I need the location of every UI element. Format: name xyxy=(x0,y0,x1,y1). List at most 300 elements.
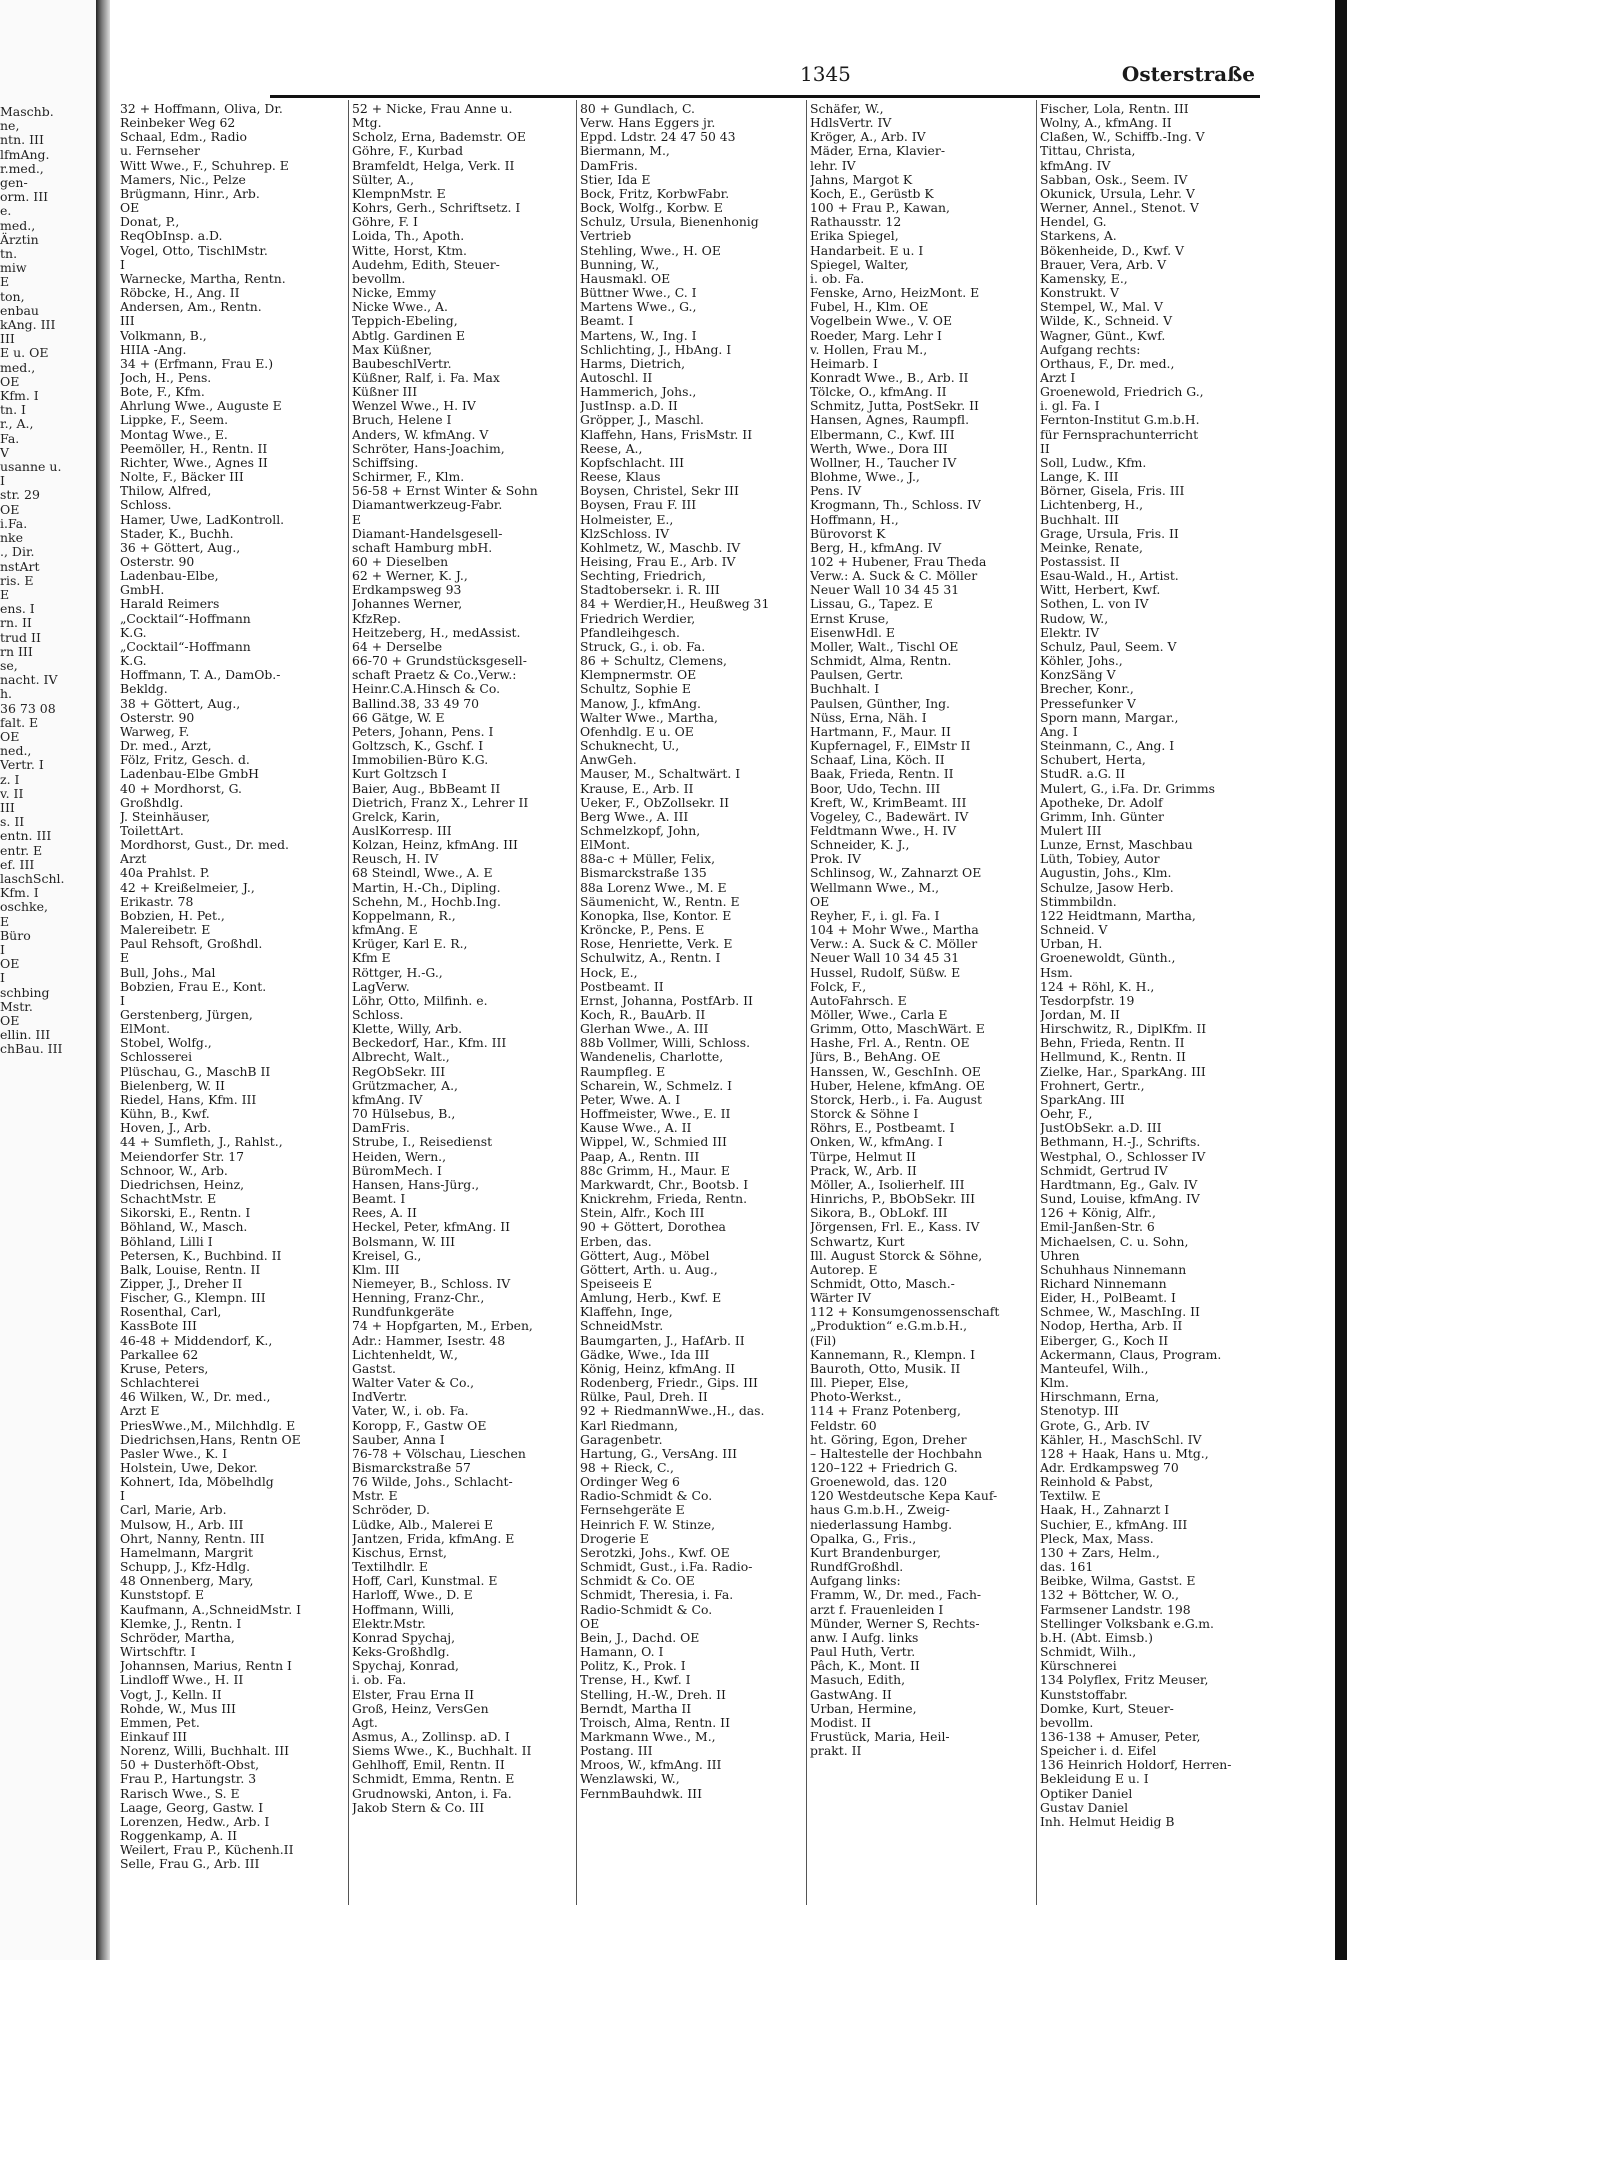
directory-entry: Bobzien, H. Pet., xyxy=(120,907,225,923)
directory-entry: Heimarb. I xyxy=(810,355,878,371)
facing-page-line: nacht. IV xyxy=(0,672,58,688)
directory-entry: Erben, das. xyxy=(580,1233,652,1249)
directory-entry: Aufgang rechts: xyxy=(1040,341,1141,357)
directory-entry: Pens. IV xyxy=(810,483,862,499)
directory-entry: Parkallee 62 xyxy=(120,1346,199,1362)
facing-page-line: med., xyxy=(0,217,36,233)
directory-entry: Anders, W. kfmAng. V xyxy=(352,426,489,442)
directory-entry: Kurt Goltzsch I xyxy=(352,766,447,782)
directory-entry: b.H. (Abt. Eimsb.) xyxy=(1040,1629,1153,1645)
directory-entry: 74 + Hopfgarten, M., Erben, xyxy=(352,1318,533,1334)
facing-page-line: ton, xyxy=(0,288,25,304)
header-rule xyxy=(270,95,1260,98)
directory-entry: Trense, H., Kwf. I xyxy=(580,1672,691,1688)
directory-entry: Rohde, W., Mus III xyxy=(120,1700,236,1716)
directory-entry: Böhland, W., Masch. xyxy=(120,1219,248,1235)
directory-entry: Kunststoffabr. xyxy=(1040,1686,1128,1702)
facing-page-line: Kfm. I xyxy=(0,885,39,901)
directory-entry: Arzt E xyxy=(120,1403,160,1419)
directory-entry: Eppd. Ldstr. 24 47 50 43 xyxy=(580,129,736,145)
directory-entry: Jahns, Margot K xyxy=(810,171,913,187)
directory-entry: Grimm, Otto, MaschWärt. E xyxy=(810,1021,985,1037)
directory-entry: Stelling, H.-W., Dreh. II xyxy=(580,1686,726,1702)
directory-column-5 xyxy=(1040,102,1266,1829)
directory-entry: Schirmer, F., Klm. xyxy=(352,469,465,485)
directory-entry: Stobel, Wolfg., xyxy=(120,1035,212,1051)
directory-entry: Arzt xyxy=(120,851,147,867)
directory-entry: Gröpper, J., Maschl. xyxy=(580,412,704,428)
directory-entry: Schmelzkopf, John, xyxy=(580,822,701,838)
directory-entry: 128 + Haak, Hans u. Mtg., xyxy=(1040,1445,1209,1461)
directory-entry: Klempnermstr. OE xyxy=(580,667,697,683)
directory-entry: Witt Wwe., F., Schuhrep. E xyxy=(120,157,289,173)
directory-entry: Sechting, Friedrich, xyxy=(580,568,706,584)
directory-entry: Laage, Georg, Gastw. I xyxy=(120,1799,264,1815)
directory-entry: Johannes Werner, xyxy=(352,596,463,612)
directory-entry: Peters, Johann, Pens. I xyxy=(352,723,494,739)
directory-entry: Raumpfleg. E xyxy=(580,1063,666,1079)
directory-entry: Groenewold, das. 120 xyxy=(810,1474,947,1490)
directory-entry: Warweg, F. xyxy=(120,723,190,739)
directory-entry: Wollner, H., Taucher IV xyxy=(810,454,957,470)
directory-entry: Schloss. xyxy=(120,497,172,513)
directory-entry: Schulz, Ursula, Bienenhonig xyxy=(580,214,759,230)
facing-page-line: tn. xyxy=(0,246,18,262)
directory-entry: Kreft, W., KrimBeamt. III xyxy=(810,794,967,810)
directory-entry: Goltzsch, K., Gschf. I xyxy=(352,738,484,754)
directory-entry: Göttert, Arth. u. Aug., xyxy=(580,1261,718,1277)
directory-entry: Wilde, K., Schneid. V xyxy=(1040,313,1173,329)
directory-entry: Rarisch Wwe., S. E xyxy=(120,1785,240,1801)
directory-entry: Kohlmetz, W., Maschb. IV xyxy=(580,539,741,555)
directory-entry: Büttner Wwe., C. I xyxy=(580,285,697,301)
directory-entry: Paul Rehsoft, Großhdl. xyxy=(120,936,263,952)
directory-column-1 xyxy=(120,102,346,1872)
directory-entry: König, Heinz, kfmAng. II xyxy=(580,1360,735,1376)
directory-entry: Apotheke, Dr. Adolf xyxy=(1040,794,1163,810)
directory-entry: Inh. Helmut Heidig B xyxy=(1040,1813,1175,1829)
directory-entry: Nicke Wwe., A. xyxy=(352,299,448,315)
directory-entry: 112 + Konsumgenossenschaft xyxy=(810,1304,1000,1320)
facing-page-line: Vertr. I xyxy=(0,757,44,773)
directory-entry: Hoffmeister, Wwe., E. II xyxy=(580,1106,731,1122)
directory-entry: Kruse, Peters, xyxy=(120,1360,209,1376)
directory-entry: Ahrlung Wwe., Auguste E xyxy=(120,398,282,414)
directory-entry: Witte, Horst, Ktm. xyxy=(352,242,467,258)
directory-entry: Mulert III xyxy=(1040,822,1102,838)
directory-entry: Albrecht, Walt., xyxy=(352,1049,450,1065)
directory-entry: Feldstr. 60 xyxy=(810,1417,877,1433)
directory-entry: Neuer Wall 10 34 45 31 xyxy=(810,950,960,966)
directory-entry: K.G. xyxy=(120,653,147,669)
directory-entry: Politz, K., Prok. I xyxy=(580,1658,686,1674)
directory-entry: Lichtenheldt, W., xyxy=(352,1346,458,1362)
directory-entry: Reinbeker Weg 62 xyxy=(120,115,236,131)
directory-entry: Harms, Dietrich, xyxy=(580,355,686,371)
directory-entry: Stimmbildn. xyxy=(1040,893,1117,909)
directory-entry: RundfGroßhdl. xyxy=(810,1559,904,1575)
facing-page-line: OE xyxy=(0,1013,20,1028)
directory-entry: Schmidt, Theresia, i. Fa. xyxy=(580,1587,734,1603)
directory-entry: Hsm. xyxy=(1040,964,1073,980)
directory-entry: Baumgarten, J., HafArb. II xyxy=(580,1332,745,1348)
directory-entry: Kopfschlacht. III xyxy=(580,454,684,470)
directory-entry: Hirschmann, Erna, xyxy=(1040,1389,1160,1405)
directory-entry: Schmidt, Gertrud IV xyxy=(1040,1162,1168,1178)
directory-entry: Grützmacher, A., xyxy=(352,1077,458,1093)
directory-column-3 xyxy=(580,102,806,1801)
directory-entry: Paulsen, Gertr. xyxy=(810,667,904,683)
directory-entry: Kaufmann, A.,SchneidMstr. I xyxy=(120,1601,301,1617)
directory-entry: Bolsmann, W. III xyxy=(352,1233,455,1249)
directory-entry: 56-58 + Ernst Winter & Sohn xyxy=(352,483,538,499)
directory-entry: Keks-Großhdlg. xyxy=(352,1644,450,1660)
directory-entry: Vogt, J., Kelln. II xyxy=(120,1686,222,1702)
directory-entry: 76-78 + Völschau, Lieschen xyxy=(352,1445,526,1461)
facing-page-line: laschSchl. xyxy=(0,870,65,886)
facing-page-line: miw xyxy=(0,260,27,276)
directory-entry: Wagner, Günt., Kwf. xyxy=(1040,327,1166,343)
directory-entry: Thilow, Alfred, xyxy=(120,483,212,499)
directory-entry: Blohme, Wwe., J., xyxy=(810,469,920,485)
directory-entry: – Haltestelle der Hochbahn xyxy=(810,1445,983,1461)
directory-entry: Wirtschftr. I xyxy=(120,1644,196,1660)
column-rule xyxy=(1036,100,1037,1905)
directory-entry: Schlinsog, W., Zahnarzt OE xyxy=(810,865,982,881)
directory-entry: Grote, G., Arb. IV xyxy=(1040,1417,1150,1433)
directory-entry: Ernst Kruse, xyxy=(810,610,890,626)
directory-entry: Rülke, Paul, Dreh. II xyxy=(580,1389,708,1405)
directory-entry: Schulze, Jasow Herb. xyxy=(1040,879,1174,895)
directory-entry: Stein, Alfr., Koch III xyxy=(580,1205,705,1221)
directory-entry: SchachtMstr. E xyxy=(120,1191,217,1207)
directory-entry: Bismarckstraße 135 xyxy=(580,865,707,881)
directory-entry: Beamt. I xyxy=(580,313,634,329)
facing-page-line: enbau xyxy=(0,302,39,318)
directory-entry: HIIA -Ang. xyxy=(120,341,187,357)
directory-entry: Bekleidung E u. I xyxy=(1040,1771,1149,1787)
directory-entry: Klm. xyxy=(1040,1375,1069,1391)
directory-entry: Richter, Wwe., Agnes II xyxy=(120,454,268,470)
directory-entry: Frustück, Maria, Heil- xyxy=(810,1728,950,1744)
directory-entry: Textilw. E xyxy=(1040,1488,1101,1504)
directory-entry: Eiberger, G., Koch II xyxy=(1040,1332,1169,1348)
directory-entry: Tittau, Christa, xyxy=(1040,143,1136,159)
directory-entry: 32 + Hoffmann, Oliva, Dr. xyxy=(120,102,283,116)
facing-page-line: 36 73 08 xyxy=(0,700,56,716)
directory-entry: Schmidt & Co. OE xyxy=(580,1573,695,1589)
directory-entry: Hammerich, Johs., xyxy=(580,384,697,400)
directory-entry: Carl, Marie, Arb. xyxy=(120,1502,227,1518)
facing-page-line: schbing xyxy=(0,984,50,1000)
directory-entry: Koch, R., BauArb. II xyxy=(580,1007,706,1022)
directory-entry: Elektr. IV xyxy=(1040,624,1100,640)
directory-entry: Schlichting, J., HbAng. I xyxy=(580,341,732,357)
directory-entry: Vogeley, C., Badewärt. IV xyxy=(810,808,969,824)
directory-entry: Schmidt, Alma, Rentn. xyxy=(810,653,952,669)
directory-entry: Vogelbein Wwe., V. OE xyxy=(810,313,952,329)
directory-entry: „Cocktail“-Hoffmann xyxy=(120,638,251,654)
directory-entry: Diedrichsen, Heinz, xyxy=(120,1176,245,1192)
directory-entry: Mulsow, H., Arb. III xyxy=(120,1516,244,1532)
directory-entry: Rundfunkgeräte xyxy=(352,1304,455,1320)
directory-entry: Audehm, Edith, Steuer- xyxy=(352,256,500,272)
directory-entry: Richard Ninnemann xyxy=(1040,1275,1167,1291)
directory-entry: für Fernsprachunterricht xyxy=(1040,426,1199,442)
directory-entry: Rosenthal, Carl, xyxy=(120,1304,222,1320)
facing-page-line: v. II xyxy=(0,785,24,801)
directory-entry: Buchhalt. I xyxy=(810,681,880,697)
directory-entry: Kfm E xyxy=(352,950,391,966)
directory-entry: Lüth, Tobiey, Autor xyxy=(1040,851,1160,867)
directory-entry: BaubeschlVertr. xyxy=(352,355,452,371)
directory-entry: Michaelsen, C. u. Sohn, xyxy=(1040,1233,1189,1249)
directory-entry: Schaaf, Lina, Köch. II xyxy=(810,752,945,768)
facing-page-text xyxy=(0,105,92,1057)
directory-entry: E xyxy=(352,511,362,527)
directory-entry: Osterstr. 90 xyxy=(120,709,195,725)
directory-entry: 102 + Hubener, Frau Theda xyxy=(810,554,987,569)
column-rule xyxy=(348,100,349,1905)
directory-entry: Röttger, H.-G., xyxy=(352,964,443,980)
directory-entry: Feldtmann Wwe., H. IV xyxy=(810,822,957,838)
directory-entry: Hartmann, F., Maur. II xyxy=(810,723,951,739)
directory-entry: Bock, Wolfg., Korbw. E xyxy=(580,200,723,216)
facing-page-line: E u. OE xyxy=(0,345,49,361)
directory-page xyxy=(110,0,1335,1960)
directory-entry: Lüdke, Alb., Malerei E xyxy=(352,1516,494,1532)
directory-entry: Onken, W., kfmAng. I xyxy=(810,1134,943,1150)
directory-entry: SchneidMstr. xyxy=(580,1318,664,1334)
directory-entry: 120 Westdeutsche Kepa Kauf- xyxy=(810,1488,998,1504)
directory-entry: Ueker, F., ObZollsekr. II xyxy=(580,794,730,810)
directory-entry: Stempel, W., Mal. V xyxy=(1040,299,1163,315)
directory-entry: Berg, H., kfmAng. IV xyxy=(810,539,942,555)
directory-entry: KonzSäng V xyxy=(1040,667,1116,683)
directory-entry: Stader, K., Buchh. xyxy=(120,525,234,541)
directory-entry: Martens Wwe., G., xyxy=(580,299,697,315)
directory-entry: Aufgang links: xyxy=(810,1573,901,1589)
directory-entry: Baak, Frieda, Rentn. II xyxy=(810,766,954,782)
directory-entry: Schmitz, Jutta, PostSekr. II xyxy=(810,398,979,414)
directory-entry: Orthaus, F., Dr. med., xyxy=(1040,355,1175,371)
directory-entry: Hansen, Hans-Jürg., xyxy=(352,1176,480,1192)
directory-entry: Groenewoldt, Günth., xyxy=(1040,950,1176,966)
directory-entry: Claßen, W., Schiffb.-Ing. V xyxy=(1040,129,1205,145)
directory-entry: Kolzan, Heinz, kfmAng. III xyxy=(352,837,518,853)
directory-entry: Oehr, F., xyxy=(1040,1106,1093,1122)
directory-entry: Hock, E., xyxy=(580,964,638,980)
directory-entry: Kause Wwe., A. II xyxy=(580,1120,692,1136)
directory-entry: Moller, Walt., Tischl OE xyxy=(810,638,959,654)
directory-entry: Pressefunker V xyxy=(1040,695,1136,711)
directory-entry: Jürs, B., BehAng. OE xyxy=(810,1049,941,1065)
directory-entry: Hellmund, K., Rentn. II xyxy=(1040,1049,1186,1065)
directory-entry: Koropp, F., Gastw OE xyxy=(352,1417,487,1433)
directory-entry: Brauer, Vera, Arb. V xyxy=(1040,256,1167,272)
directory-entry: Peter, Wwe. A. I xyxy=(580,1091,681,1107)
directory-entry: Roeder, Marg. Lehr I xyxy=(810,327,942,343)
directory-entry: Grage, Ursula, Fris. II xyxy=(1040,525,1179,541)
directory-entry: BüromMech. I xyxy=(352,1162,442,1178)
facing-page-line: ne, xyxy=(0,118,20,134)
directory-entry: Mroos, W., kfmAng. III xyxy=(580,1757,722,1773)
directory-entry: Schuknecht, U., xyxy=(580,738,680,754)
directory-entry: Eider, H., PolBeamt. I xyxy=(1040,1290,1176,1306)
facing-page-line: kAng. III xyxy=(0,317,56,333)
directory-entry: Bökenheide, D., Kwf. V xyxy=(1040,242,1184,258)
directory-entry: Kurt Brandenburger, xyxy=(810,1544,942,1560)
directory-entry: Mordhorst, Gust., Dr. med. xyxy=(120,837,289,853)
directory-entry: Kischus, Ernst, xyxy=(352,1544,447,1560)
directory-entry: Klette, Willy, Arb. xyxy=(352,1021,463,1037)
facing-page-line: med., xyxy=(0,359,36,375)
directory-entry: Fischer, G., Klempn. III xyxy=(120,1290,266,1306)
directory-entry: Hirschwitz, R., DiplKfm. II xyxy=(1040,1021,1207,1037)
directory-entry: v. Hollen, Frau M., xyxy=(810,341,928,357)
directory-entry: Klm. III xyxy=(352,1261,400,1277)
directory-entry: Neuer Wall 10 34 45 31 xyxy=(810,582,960,598)
directory-entry: Jörgensen, Frl. E., Kass. IV xyxy=(810,1219,980,1235)
directory-entry: Bruch, Helene I xyxy=(352,412,452,428)
directory-entry: Hamer, Uwe, LadKontroll. xyxy=(120,511,285,527)
directory-entry: Optiker Daniel xyxy=(1040,1785,1133,1801)
directory-entry: bevollm. xyxy=(352,270,406,286)
facing-page-line: Fa. xyxy=(0,430,20,446)
facing-page-line: rn. II xyxy=(0,615,32,631)
directory-entry: Diamantwerkzeug-Fabr. xyxy=(352,497,503,513)
directory-entry: 92 + RiedmannWwe.,H., das. xyxy=(580,1403,765,1419)
directory-entry: schaft Hamburg mbH. xyxy=(352,539,493,555)
directory-entry: ElMont. xyxy=(120,1021,171,1037)
directory-entry: Erdkampsweg 93 xyxy=(352,582,462,598)
directory-entry: Göhre, F., Kurbad xyxy=(352,143,464,159)
directory-entry: Folck, F., xyxy=(810,978,867,994)
directory-entry: Werth, Wwe., Dora III xyxy=(810,440,948,456)
directory-entry: 98 + Rieck, C., xyxy=(580,1460,674,1475)
directory-entry: Mäder, Erna, Klavier- xyxy=(810,143,946,159)
directory-entry: Autorep. E xyxy=(810,1261,878,1277)
directory-entry: SparkAng. III xyxy=(1040,1091,1125,1107)
directory-entry: Konradt Wwe., B., Arb. II xyxy=(810,369,969,385)
directory-entry: Hoffmann, H., xyxy=(810,511,899,527)
directory-entry: Steinmann, C., Ang. I xyxy=(1040,738,1175,754)
directory-entry: 132 + Böttcher, W. O., xyxy=(1040,1587,1179,1603)
facing-page-line: ntn. III xyxy=(0,132,44,148)
directory-entry: Lunze, Ernst, Maschbau xyxy=(1040,837,1193,853)
facing-page-line: r., A., xyxy=(0,416,34,432)
directory-entry: Schröter, Hans-Joachim, xyxy=(352,440,505,456)
directory-entry: Urban, Hermine, xyxy=(810,1700,917,1716)
directory-entry: schaft Praetz & Co.,Verw.: xyxy=(352,667,517,683)
directory-entry: Gustav Daniel xyxy=(1040,1799,1129,1815)
directory-entry: Klemke, J., Rentn. I xyxy=(120,1615,242,1631)
directory-entry: Bethmann, H.-J., Schrifts. xyxy=(1040,1134,1201,1150)
directory-entry: OE xyxy=(580,1615,600,1631)
directory-entry: Harald Reimers xyxy=(120,596,220,612)
page-number: 1345 xyxy=(800,62,851,86)
directory-entry: Hoffmann, T. A., DamOb.- xyxy=(120,667,281,683)
directory-entry: Wellmann Wwe., M., xyxy=(810,879,940,895)
directory-entry: Huber, Helene, kfmAng. OE xyxy=(810,1077,985,1093)
directory-entry: Troisch, Alma, Rentn. II xyxy=(580,1714,730,1730)
directory-entry: Elektr.Mstr. xyxy=(352,1615,426,1631)
directory-entry: Loida, Th., Apoth. xyxy=(352,228,465,244)
directory-entry: Balk, Louise, Rentn. II xyxy=(120,1261,261,1277)
directory-entry: Peemöller, H., Rentn. II xyxy=(120,440,268,456)
directory-entry: Prack, W., Arb. II xyxy=(810,1162,917,1178)
directory-entry: Paulsen, Günther, Ing. xyxy=(810,695,950,711)
directory-entry: Hartung, G., VersAng. III xyxy=(580,1445,737,1461)
facing-page-line: ned., xyxy=(0,743,32,759)
directory-entry: Hanssen, W., GeschInh. OE xyxy=(810,1063,981,1079)
directory-entry: kfmAng. IV xyxy=(352,1091,423,1107)
directory-entry: Heinrich F. W. Stinze, xyxy=(580,1516,716,1532)
directory-entry: Schnoor, W., Arb. xyxy=(120,1162,228,1178)
directory-entry: Verw. Hans Eggers jr. xyxy=(580,115,716,131)
directory-entry: Bunning, W., xyxy=(580,256,660,272)
facing-page-line: V xyxy=(0,444,10,460)
directory-entry: Konrad Spychaj, xyxy=(352,1629,456,1645)
directory-entry: ReqObInsp. a.D. xyxy=(120,228,223,244)
directory-entry: Rudow, W., xyxy=(1040,610,1109,626)
directory-entry: arzt f. Frauenleiden I xyxy=(810,1601,944,1617)
directory-entry: OE xyxy=(810,893,830,909)
directory-entry: 136 Heinrich Holdorf, Herren- xyxy=(1040,1757,1232,1773)
directory-entry: Großhdlg. xyxy=(120,794,184,810)
directory-entry: Andersen, Am., Rentn. xyxy=(120,299,262,315)
directory-entry: Manow, J., kfmAng. xyxy=(580,695,701,711)
directory-entry: Schaal, Edm., Radio xyxy=(120,129,247,145)
directory-entry: Paap, A., Rentn. III xyxy=(580,1148,700,1164)
directory-entry: Schloss. xyxy=(352,1007,404,1022)
directory-entry: Johannsen, Marius, Rentn I xyxy=(120,1658,292,1674)
directory-entry: 88a Lorenz Wwe., M. E xyxy=(580,879,727,895)
directory-entry: Schneid. V xyxy=(1040,922,1108,938)
directory-entry: Osterstr. 90 xyxy=(120,554,195,569)
directory-entry: Teppich-Ebeling, xyxy=(352,313,458,329)
directory-entry: Klaffehn, Hans, FrisMstr. II xyxy=(580,426,753,442)
directory-entry: Niemeyer, B., Schloss. IV xyxy=(352,1275,511,1291)
directory-entry: Modist. II xyxy=(810,1714,872,1730)
directory-entry: Bock, Fritz, KorbwFabr. xyxy=(580,185,730,201)
directory-entry: Handarbeit. E u. I xyxy=(810,242,924,258)
directory-entry: Lippke, F., Seem. xyxy=(120,412,229,428)
directory-entry: J. Steinhäuser, xyxy=(120,808,211,824)
directory-entry: Haak, H., Zahnarzt I xyxy=(1040,1502,1170,1518)
facing-page-line: Kfm. I xyxy=(0,388,39,404)
directory-entry: Bekldg. xyxy=(120,681,168,697)
directory-entry: Koch, E., Gerüstb K xyxy=(810,185,934,201)
directory-entry: Augustin, Johs., Klm. xyxy=(1040,865,1172,881)
facing-page-line: orm. III xyxy=(0,189,49,205)
directory-entry: Kürschnerei xyxy=(1040,1658,1117,1674)
directory-entry: K.G. xyxy=(120,624,147,640)
directory-entry: Soll, Ludw., Kfm. xyxy=(1040,454,1147,470)
directory-entry: Schmidt, Gust., i.Fa. Radio- xyxy=(580,1559,753,1575)
directory-entry: Zielke, Har., SparkAng. III xyxy=(1040,1063,1206,1079)
directory-entry: KfzRep. xyxy=(352,610,401,626)
directory-entry: Buchhalt. III xyxy=(1040,511,1119,527)
directory-entry: Bobzien, Frau E., Kont. xyxy=(120,978,267,994)
directory-entry: u. Fernseher xyxy=(120,143,200,159)
directory-entry: Riedel, Hans, Kfm. III xyxy=(120,1091,257,1107)
directory-entry: Sülter, A., xyxy=(352,171,415,187)
directory-entry: JustInsp. a.D. II xyxy=(580,398,678,414)
directory-entry: Kohnert, Ida, Möbelhdlg xyxy=(120,1474,274,1490)
directory-entry: (Fil) xyxy=(810,1332,837,1348)
directory-entry: Stehling, Wwe., H. OE xyxy=(580,242,721,258)
